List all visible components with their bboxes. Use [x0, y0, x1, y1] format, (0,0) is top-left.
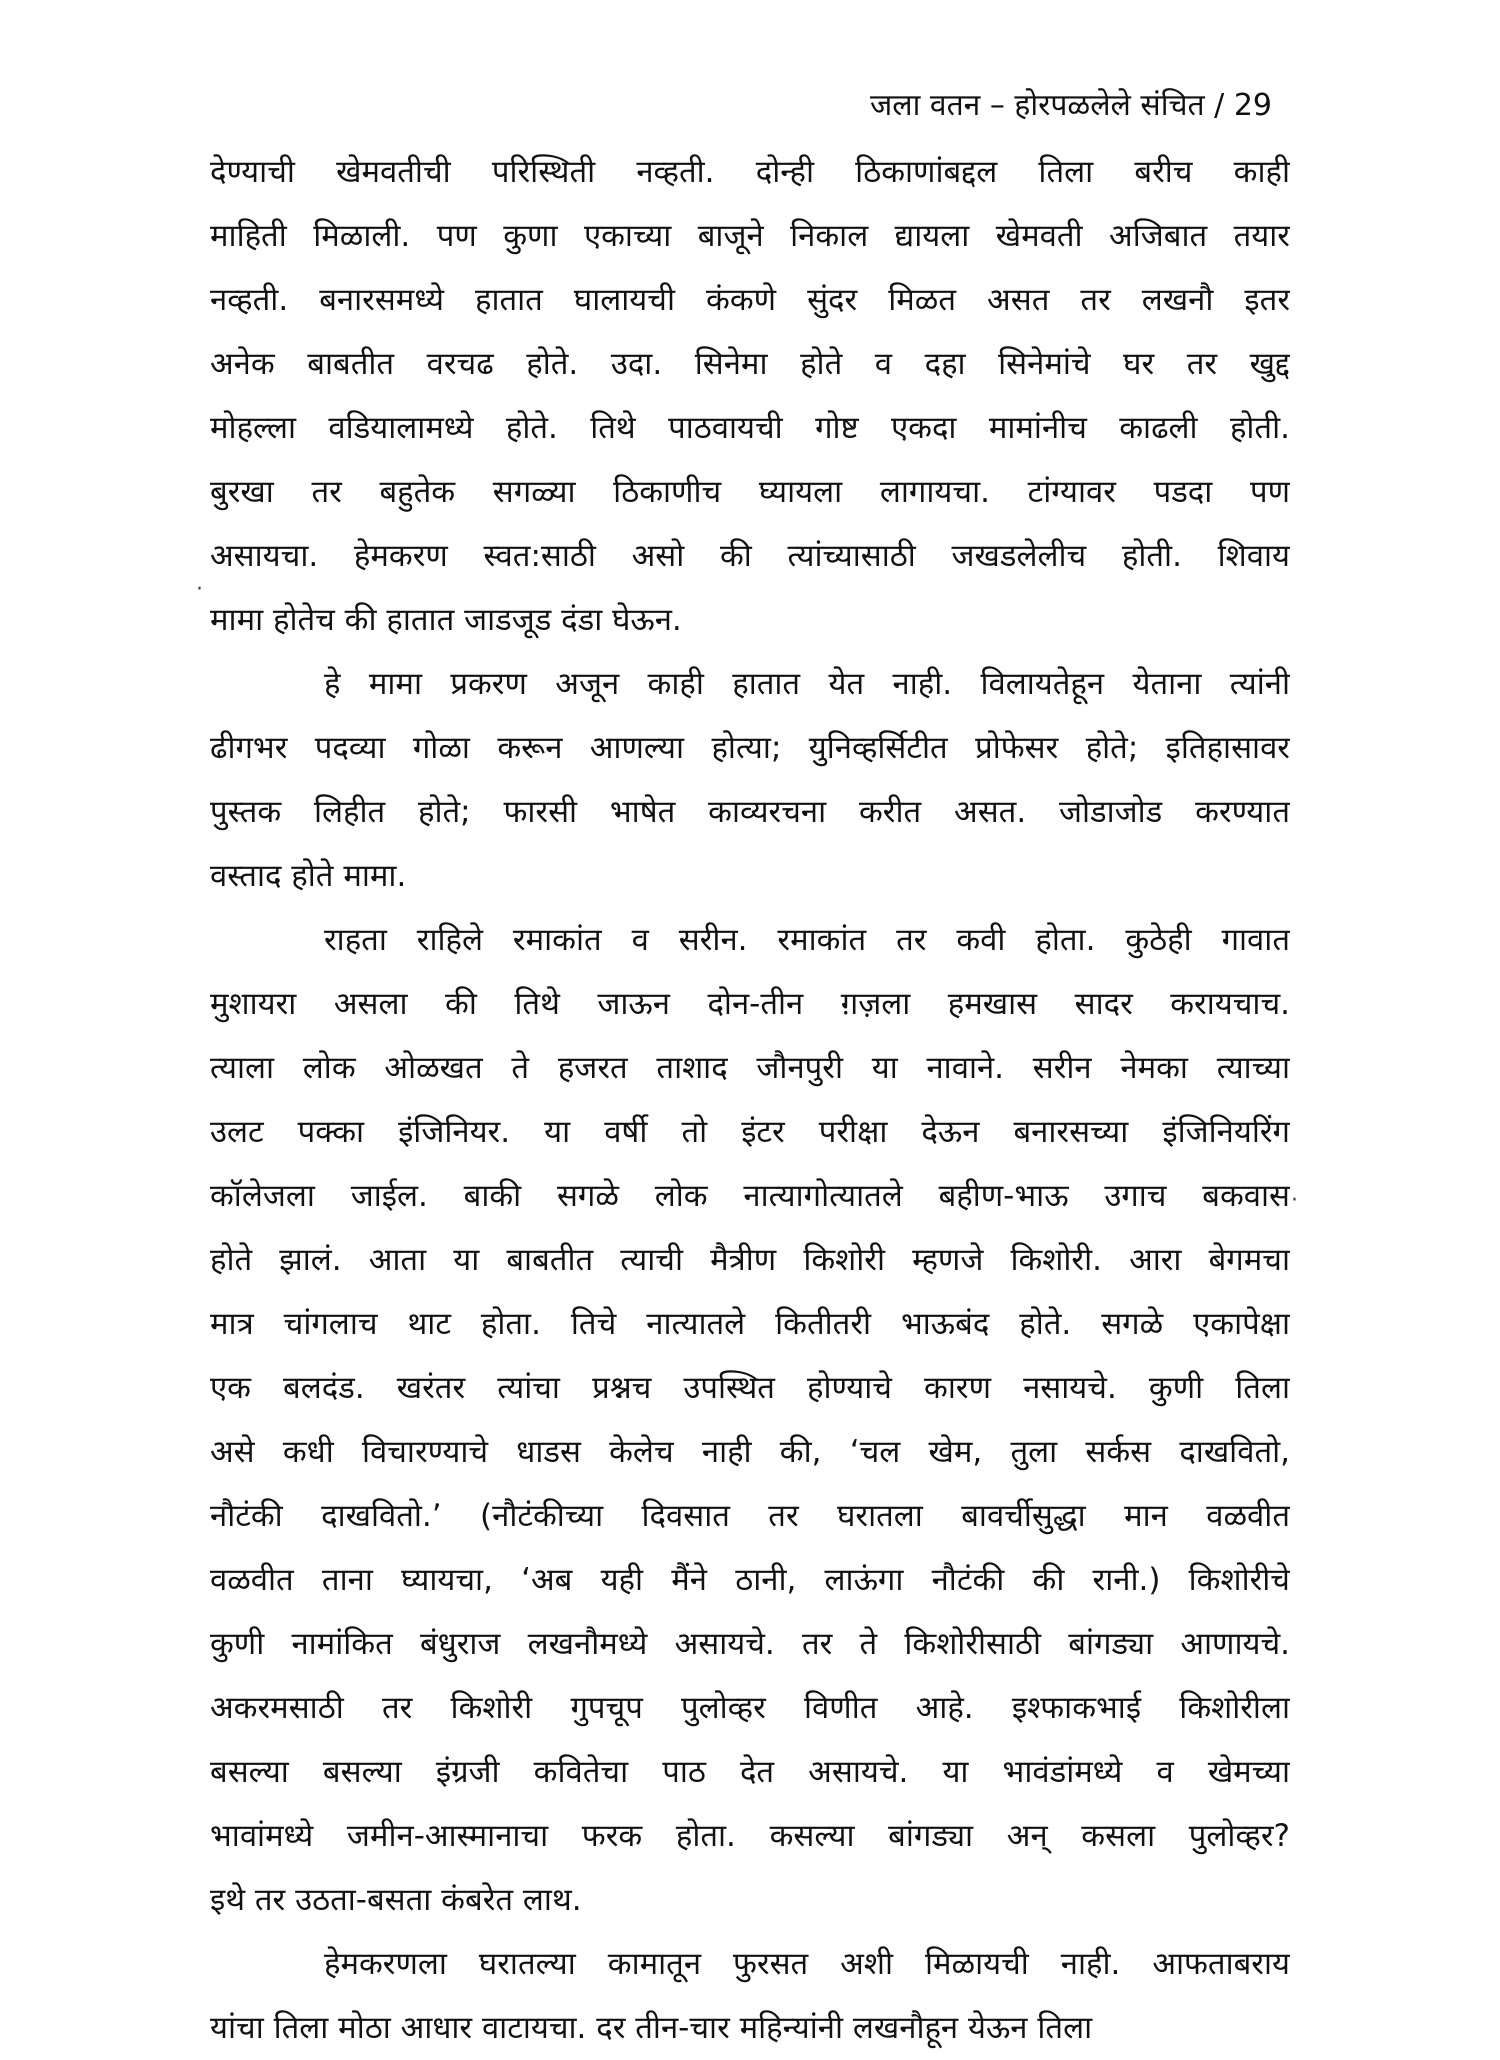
text-line: मोहल्ला वडियालामध्ये होते. तिथे पाठवायची गोष्ट एकदा मामांनीच काढली होती. — [210, 410, 1290, 446]
margin-mark: · — [196, 577, 203, 602]
text-line: राहता राहिले रमाकांत व सरीन. रमाकांत तर कवी होता. कुठेही गावात — [324, 922, 1290, 958]
paragraph — [210, 140, 1290, 652]
text-line: असे कधी विचारण्याचे धाडस केलेच नाही की, ‘चल खेम, तुला सर्कस दाखवितो, — [210, 1434, 1290, 1470]
text-line: मुशायरा असला की तिथे जाऊन दोन-तीन ग़ज़ला हमखास सादर करायचाच. — [210, 986, 1290, 1022]
text-line: बसल्या बसल्या इंग्रजी कवितेचा पाठ देत असायचे. या भावंडांमध्ये व खेमच्या — [210, 1754, 1290, 1790]
text-line: मामा होतेच की हातात जाडजूड दंडा घेऊन. — [210, 602, 682, 638]
text-line: माहिती मिळाली. पण कुणा एकाच्या बाजूने निकाल द्यायला खेमवती अजिबात तयार — [210, 218, 1290, 254]
text-line: होते झालं. आता या बाबतीत त्याची मैत्रीण किशोरी म्हणजे किशोरी. आरा बेगमचा — [210, 1242, 1290, 1278]
text-line: एक बलदंड. खरंतर त्यांचा प्रश्नच उपस्थित होण्याचे कारण नसायचे. कुणी तिला — [210, 1370, 1290, 1406]
text-line: नौटंकी दाखवितो.’ (नौटंकीच्या दिवसात तर घरातला बावर्चीसुद्धा मान वळवीत — [210, 1498, 1290, 1534]
text-line: पुस्तक लिहीत होते; फारसी भाषेत काव्यरचना करीत असत. जोडाजोड करण्यात — [210, 794, 1290, 830]
text-line: कुणी नामांकित बंधुराज लखनौमध्ये असायचे. तर ते किशोरीसाठी बांगड्या आणायचे. — [210, 1626, 1290, 1662]
text-line: हेमकरणला घरातल्या कामातून फुरसत अशी मिळायची नाही. आफताबराय — [324, 1946, 1290, 1982]
text-line: देण्याची खेमवतीची परिस्थिती नव्हती. दोन्ही ठिकाणांबद्दल तिला बरीच काही — [210, 154, 1290, 190]
text-line: इथे तर उठता-बसता कंबरेत लाथ. — [210, 1882, 582, 1918]
text-line: कॉलेजला जाईल. बाकी सगळे लोक नात्यागोत्यातले बहीण-भाऊ उगाच बकवास — [210, 1178, 1290, 1214]
margin-mark: · — [1291, 1188, 1298, 1213]
text-line: उलट पक्का इंजिनियर. या वर्षी तो इंटर परीक्षा देऊन बनारसच्या इंजिनियरिंग — [210, 1114, 1290, 1150]
text-line: वळवीत ताना घ्यायचा, ‘अब यही मैंने ठानी, लाऊंगा नौटंकी की रानी.) किशोरीचे — [210, 1562, 1290, 1598]
text-line: भावांमध्ये जमीन-आस्मानाचा फरक होता. कसल्या बांगड्या अन् कसला पुलोव्हर? — [210, 1818, 1290, 1854]
body-text — [210, 140, 1290, 2060]
paragraph — [210, 652, 1290, 908]
text-line: अनेक बाबतीत वरचढ होते. उदा. सिनेमा होते व दहा सिनेमांचे घर तर खुद्द — [210, 346, 1290, 382]
text-line: बुरखा तर बहुतेक सगळ्या ठिकाणीच घ्यायला लागायचा. टांग्यावर पडदा पण — [210, 474, 1290, 510]
running-header: जला वतन – होरपळलेले संचित / 29 — [870, 88, 1272, 123]
text-line: यांचा तिला मोठा आधार वाटायचा. दर तीन-चार महिन्यांनी लखनौहून येऊन तिला — [210, 2010, 1093, 2046]
text-line: त्याला लोक ओळखत ते हजरत ताशाद जौनपुरी या नावाने. सरीन नेमका त्याच्या — [210, 1050, 1290, 1086]
text-line: ढीगभर पदव्या गोळा करून आणल्या होत्या; युनिव्हर्सिटीत प्रोफेसर होते; इतिहासावर — [210, 730, 1290, 766]
text-line: हे मामा प्रकरण अजून काही हातात येत नाही. विलायतेहून येताना त्यांनी — [324, 666, 1290, 702]
text-line: मात्र चांगलाच थाट होता. तिचे नात्यातले कितीतरी भाऊबंद होते. सगळे एकापेक्षा — [210, 1306, 1290, 1342]
paragraph — [210, 908, 1290, 1932]
text-line: नव्हती. बनारसमध्ये हातात घालायची कंकणे सुंदर मिळत असत तर लखनौ इतर — [210, 282, 1290, 318]
text-line: अकरमसाठी तर किशोरी गुपचूप पुलोव्हर विणीत आहे. इश्फाकभाई किशोरीला — [210, 1690, 1290, 1726]
paragraph — [210, 1932, 1290, 2060]
text-line: वस्ताद होते मामा. — [210, 858, 407, 894]
text-line: असायचा. हेमकरण स्वत:साठी असो की त्यांच्यासाठी जखडलेलीच होती. शिवाय — [210, 538, 1290, 574]
